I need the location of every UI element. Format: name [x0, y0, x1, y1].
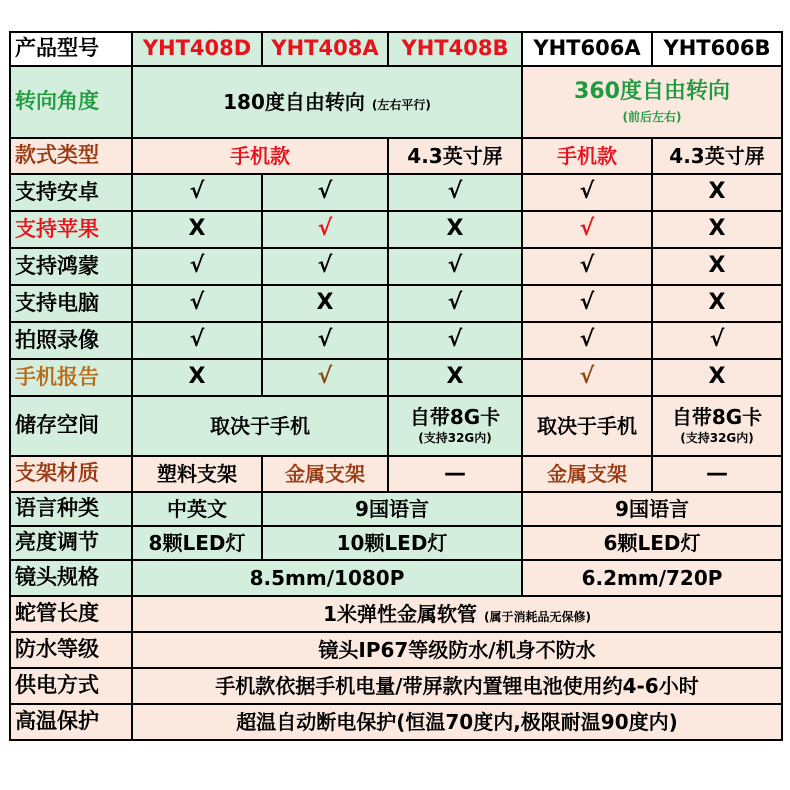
- row-model: [10, 32, 782, 66]
- lens-606: 6.2mm/720P: [522, 560, 782, 596]
- cell-mark: √: [262, 359, 388, 396]
- cell-mark: √: [522, 359, 652, 396]
- rotation-606: [522, 66, 782, 138]
- cell-mark: X: [652, 359, 782, 396]
- model-yht606b: YHT606B: [652, 32, 782, 66]
- row-brightness: [10, 526, 782, 560]
- material-408a: 金属支架: [262, 456, 388, 492]
- cell-mark: √: [132, 322, 262, 359]
- row-label: 支持安卓: [10, 174, 132, 211]
- row-style: [10, 138, 782, 174]
- row-android: [10, 174, 782, 211]
- tube-sub: (属于消耗品无保修): [483, 610, 591, 624]
- row-label: 支持鸿蒙: [10, 248, 132, 285]
- cell-mark: X: [388, 211, 522, 248]
- brightness-408d: 8颗LED灯: [132, 526, 262, 560]
- row-power: [10, 668, 782, 704]
- cell-mark: X: [388, 359, 522, 396]
- cell-mark: √: [388, 285, 522, 322]
- material-408d: 塑料支架: [132, 456, 262, 492]
- row-label: 转向角度: [10, 66, 132, 138]
- style-phone-606a: 手机款: [522, 138, 652, 174]
- cell-mark: √: [262, 322, 388, 359]
- material-606a: 金属支架: [522, 456, 652, 492]
- rotation-606-main: 360度自由转向: [574, 79, 730, 105]
- cell-mark: X: [652, 174, 782, 211]
- row-waterproof: [10, 632, 782, 668]
- row-label: 手机报告: [10, 359, 132, 396]
- row-label: 供电方式: [10, 668, 132, 704]
- lens-408: 8.5mm/1080P: [132, 560, 522, 596]
- rotation-408-main: 180度自由转向: [223, 90, 365, 114]
- row-tube: [10, 596, 782, 632]
- row-label: 蛇管长度: [10, 596, 132, 632]
- style-screen-606b: 4.3英寸屏: [652, 138, 782, 174]
- material-408b: —: [388, 456, 522, 492]
- cell-mark: √: [652, 322, 782, 359]
- cell-mark: X: [652, 248, 782, 285]
- brightness-606: 6颗LED灯: [522, 526, 782, 560]
- language-408d: 中英文: [132, 492, 262, 526]
- language-408ab: 9国语言: [262, 492, 522, 526]
- storage-606b-sub: (支持32G内): [680, 431, 754, 446]
- tube-value: [132, 596, 782, 632]
- material-606b: —: [652, 456, 782, 492]
- row-label: 产品型号: [10, 32, 132, 66]
- cell-mark: X: [652, 285, 782, 322]
- style-screen-408b: 4.3英寸屏: [388, 138, 522, 174]
- cell-mark: √: [262, 174, 388, 211]
- style-phone-408: 手机款: [132, 138, 388, 174]
- storage-408-phone: 取决于手机: [132, 396, 388, 456]
- power-value: 手机款依据手机电量/带屏款内置锂电池使用约4-6小时: [132, 668, 782, 704]
- row-storage: [10, 396, 782, 456]
- cell-mark: √: [262, 211, 388, 248]
- cell-mark: √: [522, 248, 652, 285]
- cell-mark: √: [522, 174, 652, 211]
- cell-mark: √: [388, 322, 522, 359]
- model-yht606a: YHT606A: [522, 32, 652, 66]
- row-label: 支持苹果: [10, 211, 132, 248]
- waterproof-value: 镜头IP67等级防水/机身不防水: [132, 632, 782, 668]
- row-photo: [10, 322, 782, 359]
- cell-mark: √: [132, 174, 262, 211]
- row-report: [10, 359, 782, 396]
- row-pc: [10, 285, 782, 322]
- cell-mark: √: [388, 248, 522, 285]
- brightness-408ab: 10颗LED灯: [262, 526, 522, 560]
- row-label: 亮度调节: [10, 526, 132, 560]
- cell-mark: X: [132, 211, 262, 248]
- rotation-606-sub: (前后左右): [622, 109, 682, 124]
- row-label: 防水等级: [10, 632, 132, 668]
- model-yht408b: YHT408B: [388, 32, 522, 66]
- storage-408b-sub: (支持32G内): [418, 431, 492, 446]
- row-label: 款式类型: [10, 138, 132, 174]
- rotation-408: [132, 66, 522, 138]
- row-label: 支持电脑: [10, 285, 132, 322]
- cell-mark: X: [132, 359, 262, 396]
- storage-408b-main: 自带8G卡: [409, 405, 501, 430]
- row-label: 拍照录像: [10, 322, 132, 359]
- rotation-408-sub: (左右平行): [371, 98, 431, 112]
- row-label: 语言种类: [10, 492, 132, 526]
- cell-mark: X: [652, 211, 782, 248]
- spec-table-wrap: [9, 31, 781, 764]
- row-heat: [10, 704, 782, 740]
- cell-mark: √: [132, 285, 262, 322]
- heat-value: 超温自动断电保护(恒温70度内,极限耐温90度内): [132, 704, 782, 740]
- storage-606b: [652, 396, 782, 456]
- row-label: 镜头规格: [10, 560, 132, 596]
- storage-408b: [388, 396, 522, 456]
- row-apple: [10, 211, 782, 248]
- storage-606a: 取决于手机: [522, 396, 652, 456]
- row-language: [10, 492, 782, 526]
- row-rotation: [10, 66, 782, 138]
- cell-mark: √: [522, 285, 652, 322]
- row-lens: [10, 560, 782, 596]
- storage-606b-main: 自带8G卡: [671, 405, 763, 430]
- cell-mark: √: [388, 174, 522, 211]
- row-material: [10, 456, 782, 492]
- row-label: 支架材质: [10, 456, 132, 492]
- cell-mark: √: [132, 248, 262, 285]
- row-harmony: [10, 248, 782, 285]
- language-606: 9国语言: [522, 492, 782, 526]
- tube-main: 1米弹性金属软管: [323, 602, 477, 626]
- spec-table: [9, 31, 783, 741]
- cell-mark: √: [522, 211, 652, 248]
- row-label: 高温保护: [10, 704, 132, 740]
- cell-mark: X: [262, 285, 388, 322]
- cell-mark: √: [262, 248, 388, 285]
- cell-mark: √: [522, 322, 652, 359]
- row-label: 储存空间: [10, 396, 132, 456]
- model-yht408d: YHT408D: [132, 32, 262, 66]
- model-yht408a: YHT408A: [262, 32, 388, 66]
